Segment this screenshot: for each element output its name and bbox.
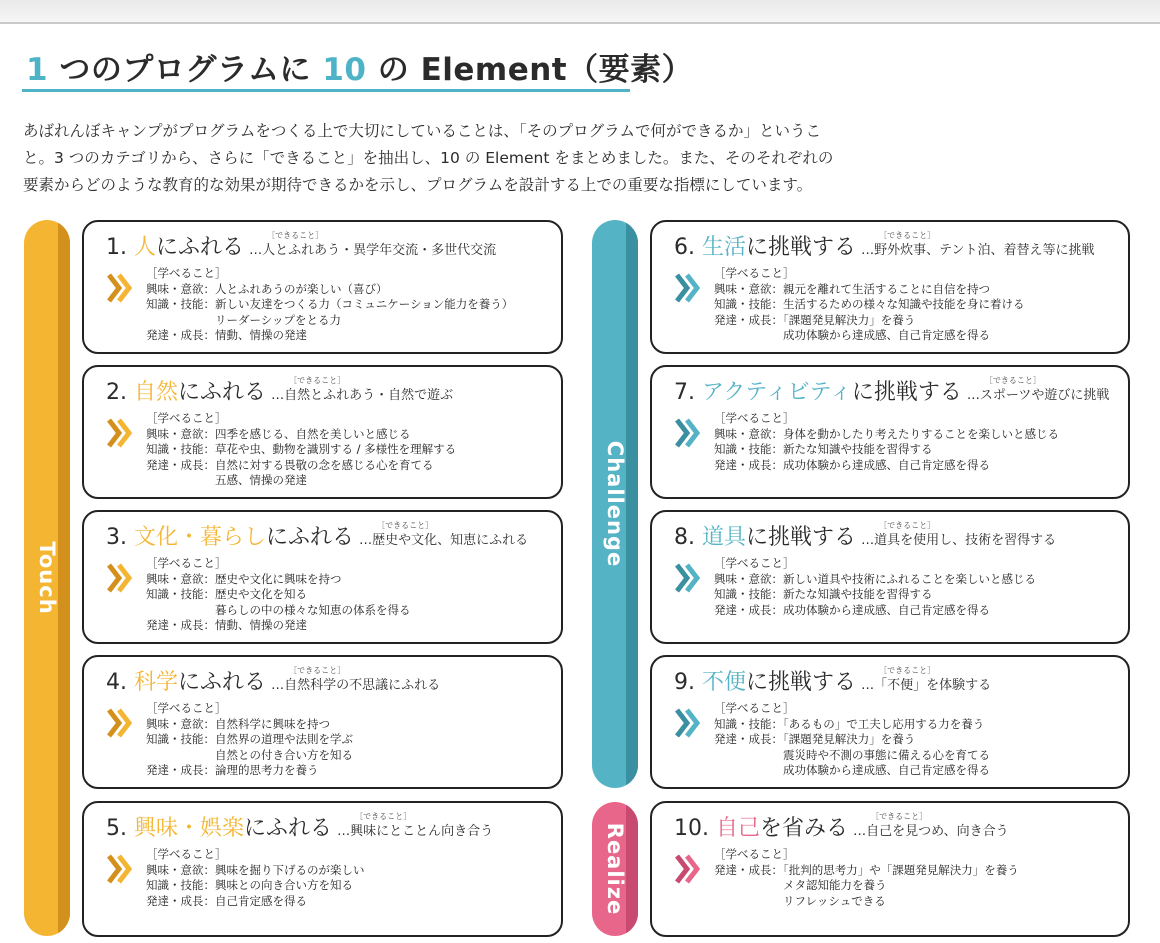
learn-item: メタ認知能力を養う xyxy=(783,878,887,892)
learn-item: 発達・成長：成功体験から達成感、自己肯定感を得る xyxy=(714,457,990,472)
category-bar-touch xyxy=(24,220,70,936)
element-verb: に挑戦する xyxy=(746,235,857,260)
can-do-text: …「不便」を体験する xyxy=(861,678,992,693)
element-number: 5. xyxy=(106,816,134,841)
learn-list xyxy=(146,701,353,779)
can-do-text: …自己を見つめ、向き合う xyxy=(853,824,1009,839)
element-header xyxy=(106,520,528,551)
element-keyword: アクティビティ xyxy=(701,380,852,405)
can-do-text: …野外炊事、テント泊、着替え等に挑戦 xyxy=(861,243,1095,258)
element-card-1 xyxy=(82,220,563,354)
learn-heading: ［学べること］ xyxy=(146,266,227,280)
can-do-ruby: ［できること］ xyxy=(879,521,936,530)
learn-list xyxy=(714,556,1036,618)
element-verb: にふれる xyxy=(156,235,245,260)
double-chevron-icon xyxy=(106,853,134,885)
learn-heading: ［学べること］ xyxy=(714,411,795,425)
can-do-text: …自然科学の不思議にふれる xyxy=(271,678,441,693)
element-keyword: 文化・暮らし xyxy=(133,525,266,550)
learn-heading: ［学べること］ xyxy=(714,266,795,280)
can-do-ruby: ［できること］ xyxy=(377,521,434,530)
double-chevron-icon xyxy=(674,707,702,739)
element-keyword: 生活 xyxy=(701,235,746,260)
element-number: 10. xyxy=(674,816,716,841)
element-can-do xyxy=(861,521,1057,548)
element-card-6 xyxy=(650,220,1130,354)
element-keyword: 不便 xyxy=(701,670,746,695)
learn-list xyxy=(714,266,1025,344)
learn-item: 成功体験から達成感、自己肯定感を得る xyxy=(783,328,990,342)
intro-line: あばれんぼキャンプがプログラムをつくる上で大切にしていることは、「そのプログラムで何ができるか」というこ xyxy=(23,122,821,140)
element-title xyxy=(106,816,332,841)
learn-heading: ［学べること］ xyxy=(714,556,795,570)
learn-list xyxy=(714,411,1059,473)
learn-item: 興味・意欲：四季を感じる、自然を美しいと感じる xyxy=(146,426,411,441)
element-header xyxy=(106,230,496,261)
learn-item: 興味・意欲：身体を動かしたり考えたりすることを楽しいと感じる xyxy=(714,426,1059,441)
double-chevron-icon xyxy=(106,707,134,739)
double-chevron-icon xyxy=(106,272,134,304)
category-label-challenge: Challenge xyxy=(603,440,627,568)
learn-item: 興味・意欲：親元を離れて生活することに自信を持つ xyxy=(714,281,990,296)
element-number: 3. xyxy=(106,525,134,550)
learn-list xyxy=(146,411,456,489)
can-do-ruby: ［できること］ xyxy=(879,666,936,675)
learn-heading: ［学べること］ xyxy=(714,847,795,861)
can-do-ruby: ［できること］ xyxy=(871,812,928,821)
element-card-5 xyxy=(82,801,563,937)
element-can-do xyxy=(249,231,497,258)
learn-item: 発達・成長：「批判的思考力」や「課題発見解決力」を養う xyxy=(714,862,1019,877)
element-title xyxy=(674,525,856,550)
element-verb: にふれる xyxy=(178,670,267,695)
element-can-do xyxy=(861,666,992,693)
element-keyword: 自己 xyxy=(715,816,760,841)
element-keyword: 人 xyxy=(133,235,156,260)
element-card-9 xyxy=(650,655,1130,789)
learn-item: 知識・技能：草花や虫、動物を識別する / 多様性を理解する xyxy=(146,442,457,456)
can-do-ruby: ［できること］ xyxy=(879,231,936,240)
element-title xyxy=(674,235,856,260)
page-title: 1 つのプログラムに 10 の Element（要素） xyxy=(26,52,694,88)
category-bar-challenge xyxy=(592,220,638,788)
element-header xyxy=(674,375,1109,406)
category-label-realize: Realize xyxy=(603,822,627,916)
element-can-do xyxy=(271,666,441,693)
title-underline xyxy=(22,89,630,92)
learn-item: 震災時や不測の事態に備える心を育てる xyxy=(783,747,990,762)
can-do-text: …道具を使用し、技術を習得する xyxy=(861,533,1057,548)
element-number: 4. xyxy=(106,670,134,695)
element-number: 1. xyxy=(106,235,134,260)
element-header xyxy=(674,230,1094,261)
element-can-do xyxy=(271,376,454,403)
element-header xyxy=(106,811,493,842)
double-chevron-icon xyxy=(674,562,702,594)
element-can-do xyxy=(853,812,1009,839)
learn-item: 知識・技能：生活するための様々な知識や技能を身に着ける xyxy=(714,297,1025,311)
can-do-text: …歴史や文化、知恵にふれる xyxy=(359,533,529,548)
element-number: 2. xyxy=(106,380,134,405)
learn-heading: ［学べること］ xyxy=(146,847,227,861)
double-chevron-icon xyxy=(674,417,702,449)
learn-item: 発達・成長：自己肯定感を得る xyxy=(146,893,307,908)
intro-line: 要素からどのような教育的な効果が期待できるかを示し、プログラムを設計する上での重要な指標にしています。 xyxy=(23,176,813,194)
intro-paragraph xyxy=(23,118,913,199)
learn-item: 発達・成長：情動、情操の発達 xyxy=(146,618,307,632)
learn-list xyxy=(146,266,513,344)
can-do-ruby: ［できること］ xyxy=(355,812,412,821)
element-card-4 xyxy=(82,655,563,789)
learn-item: 興味・意欲：人とふれあうのが楽しい（喜び） xyxy=(146,281,388,296)
element-keyword: 興味・娯楽 xyxy=(133,816,244,841)
element-verb: に挑戦する xyxy=(746,525,857,550)
double-chevron-icon xyxy=(106,417,134,449)
element-can-do xyxy=(337,812,494,839)
can-do-text: …自然とふれあう・自然で遊ぶ xyxy=(271,388,454,403)
can-do-text: …興味にとことん向き合う xyxy=(337,824,494,839)
element-header xyxy=(674,520,1056,551)
learn-item: 興味・意欲：興味を掘り下げるのが楽しい xyxy=(146,862,365,877)
element-keyword: 自然 xyxy=(133,380,178,405)
element-number: 8. xyxy=(674,525,702,550)
intro-line: と。3 つのカテゴリから、さらに「できること」を抽出し、10 の Element をまとめました。また、そのそれぞれの xyxy=(23,149,834,167)
element-card-3 xyxy=(82,510,563,644)
learn-item: 暮らしの中の様々な知恵の体系を得る xyxy=(215,602,411,617)
learn-item: 発達・成長：情動、情操の発達 xyxy=(146,328,307,342)
can-do-ruby: ［できること］ xyxy=(984,376,1041,385)
element-card-10 xyxy=(650,801,1130,937)
learn-item: 知識・技能：新たな知識や技能を習得する xyxy=(714,442,933,456)
learn-item: 知識・技能：「あるもの」で工夫し応用する力を養う xyxy=(714,716,985,731)
learn-item: 発達・成長：成功体験から達成感、自己肯定感を得る xyxy=(714,602,990,617)
can-do-ruby: ［できること］ xyxy=(289,376,346,385)
double-chevron-icon xyxy=(106,562,134,594)
element-number: 7. xyxy=(674,380,702,405)
learn-heading: ［学べること］ xyxy=(146,556,227,570)
element-verb: に挑戦する xyxy=(851,380,962,405)
element-keyword: 道具 xyxy=(701,525,746,550)
element-number: 9. xyxy=(674,670,702,695)
can-do-ruby: ［できること］ xyxy=(289,666,346,675)
element-title xyxy=(106,525,354,550)
element-can-do xyxy=(359,521,529,548)
element-verb: にふれる xyxy=(244,816,333,841)
element-card-2 xyxy=(82,365,563,499)
learn-item: 知識・技能：新しい友達をつくる力（コミュニケーション能力を養う） xyxy=(146,297,514,311)
learn-item: リーダーシップをとる力 xyxy=(215,312,342,327)
category-bar-realize xyxy=(592,802,638,936)
element-title xyxy=(106,670,266,695)
can-do-text: …人とふれあう・異学年交流・多世代交流 xyxy=(249,243,497,258)
learn-item: 発達・成長：論理的思考力を養う xyxy=(146,763,319,777)
element-header xyxy=(106,665,440,696)
element-number: 6. xyxy=(674,235,702,260)
element-can-do xyxy=(861,231,1095,258)
learn-item: 発達・成長：「課題発見解決力」を養う xyxy=(714,732,916,746)
learn-item: 自然との付き合い方を知る xyxy=(215,747,353,762)
element-title xyxy=(674,816,848,841)
element-title xyxy=(106,380,266,405)
element-card-7 xyxy=(650,365,1130,499)
element-title xyxy=(106,235,244,260)
learn-item: 知識・技能：新たな知識や技能を習得する xyxy=(714,587,933,601)
element-card-8 xyxy=(650,510,1130,644)
can-do-ruby: ［できること］ xyxy=(267,231,324,240)
learn-item: 興味・意欲：歴史や文化に興味を持つ xyxy=(146,571,342,586)
learn-item: 発達・成長：「課題発見解決力」を養う xyxy=(714,312,916,327)
learn-item: 知識・技能：自然界の道理や法則を学ぶ xyxy=(146,732,353,746)
element-header xyxy=(674,811,1009,842)
learn-heading: ［学べること］ xyxy=(714,701,795,715)
element-can-do xyxy=(966,376,1110,403)
element-header xyxy=(106,375,453,406)
learn-heading: ［学べること］ xyxy=(146,701,227,715)
learn-item: 興味・意欲：自然科学に興味を持つ xyxy=(146,716,330,731)
element-header xyxy=(674,665,991,696)
learn-list xyxy=(714,847,1019,909)
element-verb: にふれる xyxy=(178,380,267,405)
learn-heading: ［学べること］ xyxy=(146,411,227,425)
learn-item: 知識・技能：歴史や文化を知る xyxy=(146,587,307,601)
learn-item: 興味・意欲：新しい道具や技術にふれることを楽しいと感じる xyxy=(714,571,1036,586)
element-title xyxy=(674,380,962,405)
element-verb: に挑戦する xyxy=(746,670,857,695)
learn-item: 五感、情操の発達 xyxy=(215,473,307,487)
category-label-touch: Touch xyxy=(35,541,59,615)
learn-item: 成功体験から達成感、自己肯定感を得る xyxy=(783,763,990,777)
learn-item: リフレッシュできる xyxy=(783,893,886,908)
element-keyword: 科学 xyxy=(133,670,178,695)
learn-item: 発達・成長：自然に対する畏敬の念を感じる心を育てる xyxy=(146,457,434,472)
learn-item: 知識・技能：興味との向き合い方を知る xyxy=(146,878,353,892)
learn-list xyxy=(146,847,365,909)
double-chevron-icon xyxy=(674,853,702,885)
element-verb: にふれる xyxy=(266,525,355,550)
can-do-text: …スポーツや遊びに挑戦 xyxy=(966,388,1110,403)
learn-list xyxy=(146,556,411,634)
element-verb: を省みる xyxy=(760,816,849,841)
browser-top-edge xyxy=(0,0,1160,24)
learn-list xyxy=(714,701,990,779)
element-title xyxy=(674,670,856,695)
double-chevron-icon xyxy=(674,272,702,304)
